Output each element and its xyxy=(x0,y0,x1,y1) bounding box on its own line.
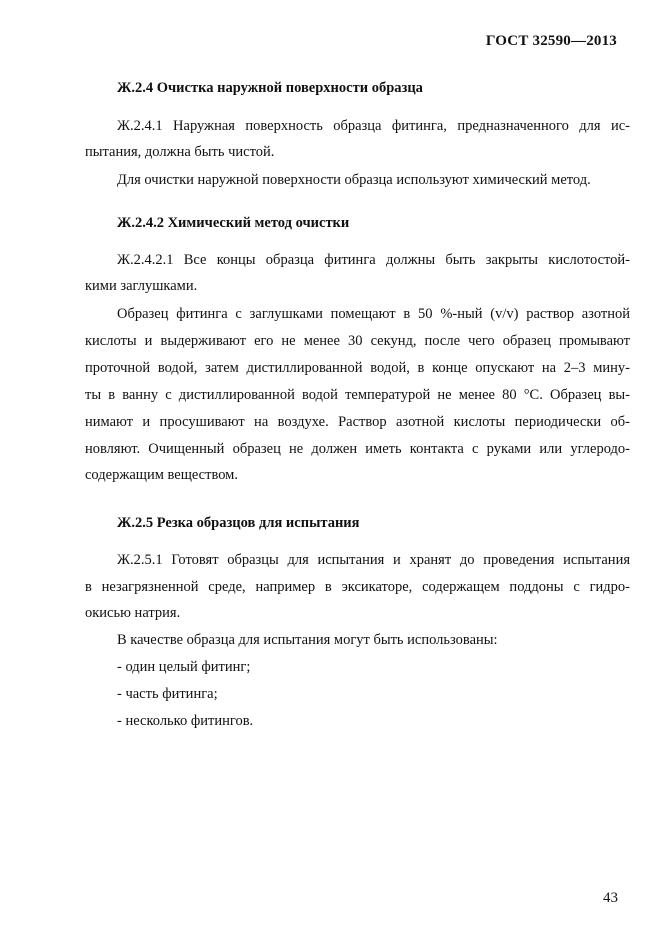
list-item: - один целый фитинг; xyxy=(117,659,251,675)
paragraph-line: Для очистки наружной поверхности образца используют химический метод. xyxy=(117,172,591,188)
paragraph-line: кими заглушками. xyxy=(85,278,198,294)
list-item: - часть фитинга; xyxy=(117,686,218,702)
paragraph-line: кислоты и выдерживают его не менее 30 секунд, после чего образец промывают xyxy=(85,333,630,349)
paragraph-line: Ж.2.4.1 Наружная поверхность образца фитинга, предназначенного для ис- xyxy=(117,118,630,134)
paragraph-line: Ж.2.4.2.1 Все концы образца фитинга должны быть закрыты кислотостой- xyxy=(117,252,630,268)
paragraph-line: пытания, должна быть чистой. xyxy=(85,144,275,160)
document-code: ГОСТ 32590—2013 xyxy=(485,33,617,49)
paragraph-line: новляют. Очищенный образец не должен иметь контакта с руками или углеродо- xyxy=(85,441,630,457)
section-heading-chemical-cleaning: Ж.2.4.2 Химический метод очистки xyxy=(117,215,350,231)
section-heading-outer-surface-cleaning: Ж.2.4 Очистка наружной поверхности образца xyxy=(117,80,423,96)
paragraph-line: нимают и просушивают на воздухе. Раствор азотной кислоты периодически об- xyxy=(85,414,630,430)
paragraph-line: проточной водой, затем дистиллированной водой, в конце опускают на 2–3 мину- xyxy=(85,360,630,376)
paragraph-line: в незагрязненной среде, например в эксикаторе, содержащем поддоны с гидро- xyxy=(85,579,630,595)
paragraph-line: В качестве образца для испытания могут быть использованы: xyxy=(117,632,498,648)
paragraph-line: Образец фитинга с заглушками помещают в 50 %-ный (v/v) раствор азотной xyxy=(117,306,630,322)
paragraph-line: Ж.2.5.1 Готовят образцы для испытания и хранят до проведения испытания xyxy=(117,552,630,568)
paragraph-line: содержащим веществом. xyxy=(85,467,238,483)
paragraph-line: окисью натрия. xyxy=(85,605,181,621)
list-item: - несколько фитингов. xyxy=(117,713,254,729)
page-number: 43 xyxy=(603,890,618,906)
paragraph-line: ты в ванну с дистиллированной водой температурой не менее 80 °C. Образец вы- xyxy=(85,387,630,403)
section-heading-specimen-cutting: Ж.2.5 Резка образцов для испытания xyxy=(117,515,360,531)
